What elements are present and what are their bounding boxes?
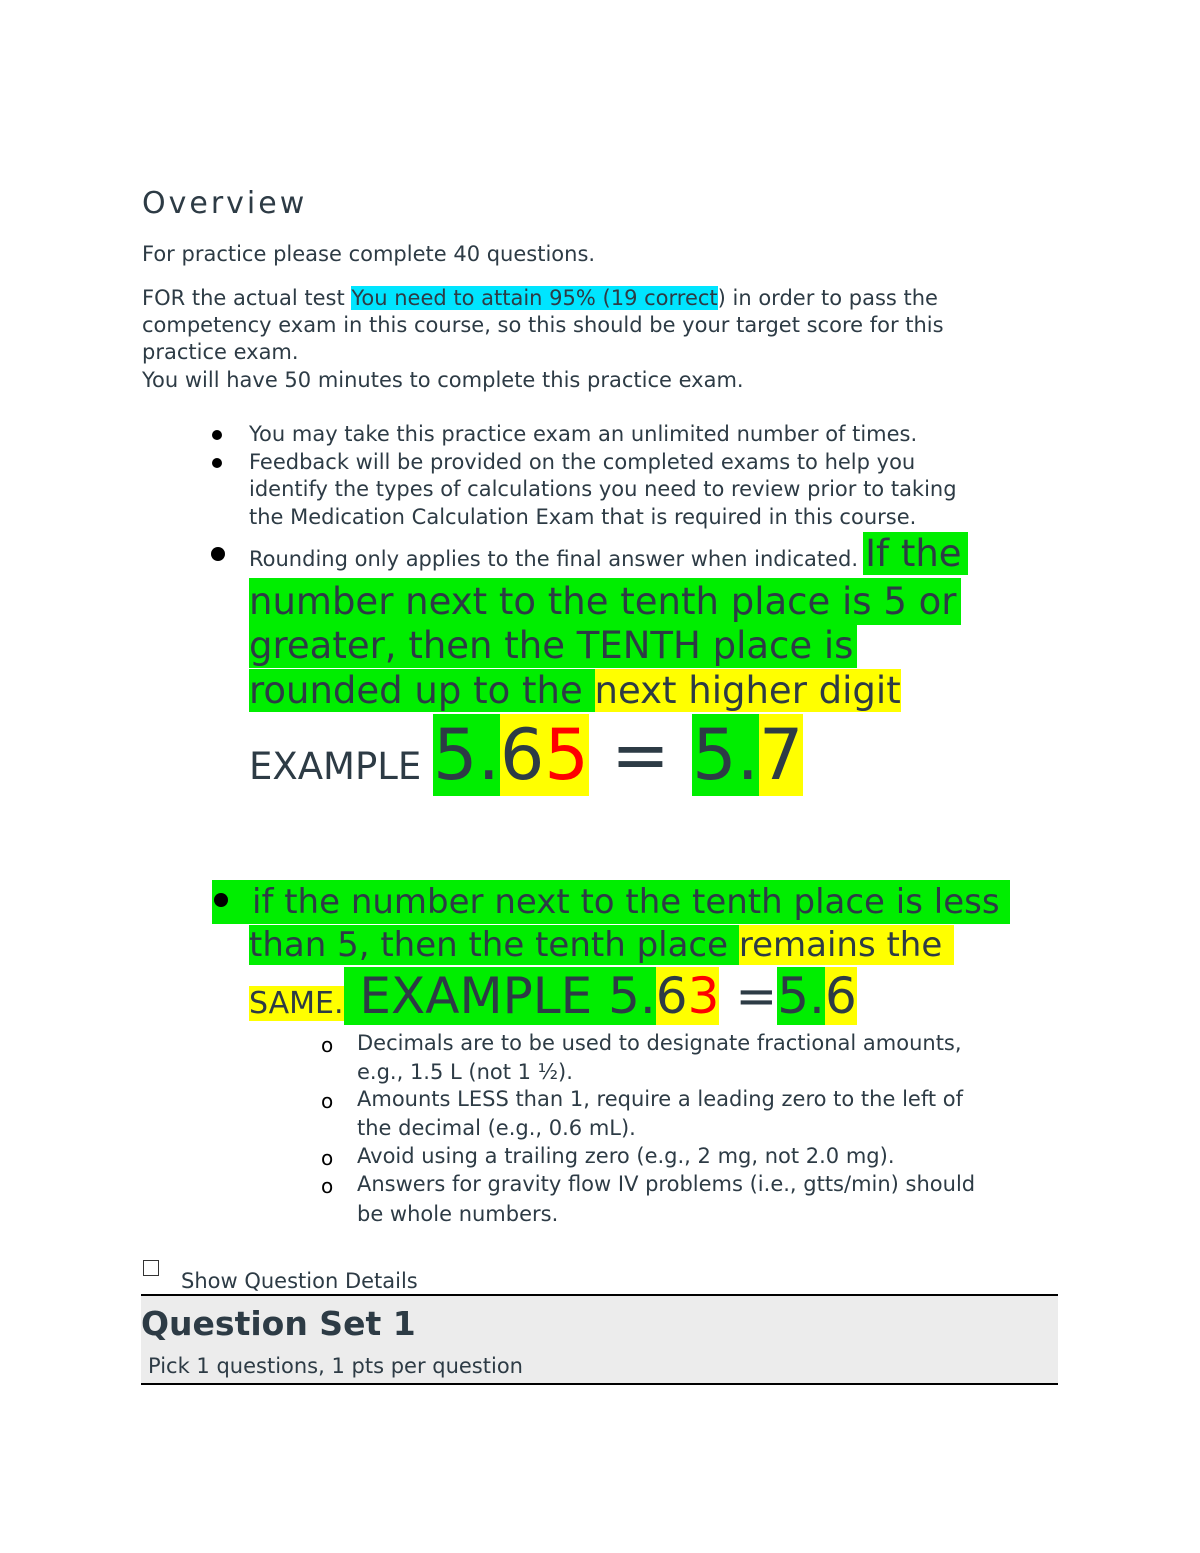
- example-hundredth: 5: [544, 714, 589, 796]
- sub-bullet-icon: o: [321, 1033, 334, 1057]
- actual-test-line-3: practice exam.: [142, 340, 299, 364]
- bullet-icon: [212, 458, 222, 468]
- target-score-highlight: You need to attain 95% (19 correct: [351, 286, 718, 310]
- example-result-integer: 5.: [692, 714, 759, 796]
- rule-same-text-2: [249, 924, 954, 966]
- example-hundredth-2: 3: [687, 967, 720, 1025]
- show-details-label[interactable]: Show Question Details: [181, 1269, 418, 1293]
- actual-test-line-2: competency exam in this course, so this should be your target score for this: [142, 313, 944, 337]
- rule-same-remains: remains the: [739, 925, 954, 965]
- example-label-2: EXAMPLE: [343, 967, 609, 1025]
- bullet-feedback-l3: the Medication Calculation Exam that is required in this course.: [249, 505, 917, 529]
- example-tenth: 6: [499, 714, 545, 796]
- example-result-integer-2: 5.: [777, 967, 825, 1025]
- question-set-title: Question Set 1: [141, 1304, 416, 1343]
- example-integer: 5.: [433, 714, 500, 796]
- rule-up-text-4: [249, 668, 901, 713]
- example-round-same: [249, 966, 857, 1038]
- rounding-intro-line: [249, 532, 968, 575]
- sub-bullet-decimals-l1: Decimals are to be used to designate fractional amounts,: [357, 1031, 962, 1055]
- time-limit-line: You will have 50 minutes to complete this practice exam.: [142, 368, 744, 392]
- example-equals-2: =: [719, 967, 778, 1025]
- rounding-intro: Rounding only applies to the final answer when indicated.: [249, 547, 859, 571]
- example-integer-2: 5.: [608, 967, 656, 1025]
- example-label: EXAMPLE: [249, 745, 434, 788]
- rule-same-text-1: if the number next to the tenth place is less: [252, 880, 1010, 924]
- sub-bullet-leading-zero-l2: the decimal (e.g., 0.6 mL).: [357, 1116, 636, 1140]
- sub-bullet-gravity-l2: be whole numbers.: [357, 1202, 559, 1226]
- actual-test-rest: ) in order to pass the: [717, 286, 938, 310]
- rule-up-next-digit: next higher digit: [594, 669, 901, 712]
- bullet-unlimited: You may take this practice exam an unlimited number of times.: [249, 422, 918, 446]
- sub-bullet-icon: o: [321, 1089, 334, 1113]
- question-set-box: [141, 1294, 1058, 1385]
- show-details-checkbox[interactable]: [143, 1260, 159, 1276]
- rule-up-text-3: greater, then the TENTH place is: [249, 623, 857, 668]
- bullet-icon: [211, 547, 225, 561]
- bullet-icon: [212, 430, 222, 440]
- bullet-feedback-l2: identify the types of calculations you need to review prior to taking: [249, 477, 957, 501]
- example-tenth-2: 6: [655, 967, 688, 1025]
- example-round-up: [249, 712, 803, 817]
- sub-bullet-gravity-l1: Answers for gravity flow IV problems (i.e., gtts/min) should: [357, 1172, 976, 1196]
- rule-up-text-2: number next to the tenth place is 5 or: [249, 578, 961, 625]
- sub-bullet-icon: o: [321, 1146, 334, 1170]
- example-result-tenth: 7: [758, 714, 804, 796]
- sub-bullet-leading-zero-l1: Amounts LESS than 1, require a leading zero to the left of: [357, 1087, 963, 1111]
- sub-bullet-icon: o: [321, 1174, 334, 1198]
- actual-test-prefix: FOR the actual test: [142, 286, 352, 310]
- rule-same-same: SAME.: [249, 986, 344, 1021]
- question-set-subtitle: Pick 1 questions, 1 pts per question: [148, 1354, 523, 1378]
- rule-up-text-1: If the: [863, 532, 967, 575]
- rule-up-text-4a: rounded up to the: [249, 669, 595, 712]
- example-result-tenth-2: 6: [824, 967, 857, 1025]
- page-title: Overview: [142, 186, 308, 221]
- sub-bullet-trailing-zero: Avoid using a trailing zero (e.g., 2 mg, not 2.0 mg).: [357, 1144, 895, 1168]
- actual-test-line-1: [142, 286, 938, 310]
- sub-bullet-decimals-l2: e.g., 1.5 L (not 1 ½).: [357, 1060, 573, 1084]
- bullet-icon: [214, 893, 228, 907]
- rule-same-text-2a: than 5, then the tenth place: [249, 925, 739, 965]
- practice-line: For practice please complete 40 questions.: [142, 242, 596, 266]
- bullet-feedback-l1: Feedback will be provided on the completed exams to help you: [249, 450, 916, 474]
- example-equals: =: [588, 714, 693, 796]
